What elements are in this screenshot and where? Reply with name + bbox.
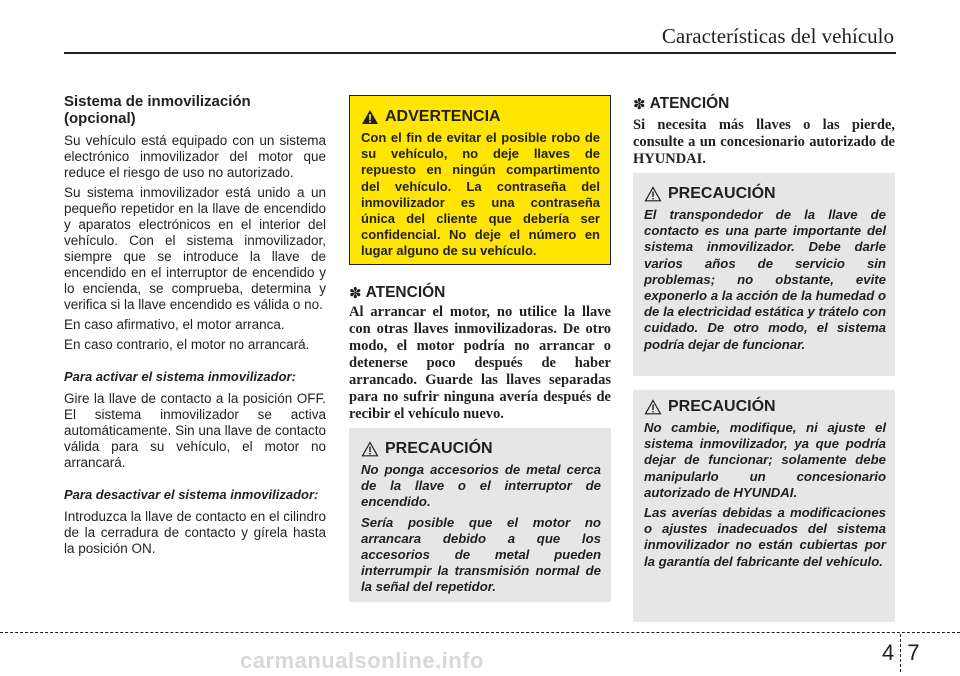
paragraph-1: Su vehículo está equipado con un sistema electrónico inmovilizador del motor que reduce el riesgo de uso no autorizado. bbox=[64, 133, 326, 180]
header-divider bbox=[64, 52, 896, 54]
watermark: carmanualsonline.info bbox=[240, 648, 484, 673]
attention-title-row bbox=[349, 284, 611, 302]
caution-text bbox=[644, 420, 886, 570]
caution-paragraph-2: Las averías debidas a modificaciones o ajustes inadecuados del sistema inmovilizador no están cubiertas por la garantía del fabricante del vehículo. bbox=[644, 505, 886, 569]
attention-title: ATENCIÓN bbox=[365, 284, 446, 301]
caution-triangle-icon bbox=[361, 441, 379, 457]
warning-box bbox=[349, 95, 611, 265]
attention-title: ATENCIÓN bbox=[649, 95, 730, 112]
section-title: Características del vehículo bbox=[661, 24, 894, 48]
star-icon: ✽ bbox=[633, 96, 646, 113]
warning-text: Con el fin de evitar el posible robo de su vehículo, no deje llaves de repuesto en ningún compartimento del vehículo. La contraseña del inmovilizador es una contraseña única del cliente que debería ser confidencial. No deje el número en lugar alguno de su vehículo. bbox=[361, 130, 600, 259]
page-number bbox=[882, 634, 920, 672]
caution-paragraph-1: No ponga accesorios de metal cerca de la llave o el interruptor de encendido. bbox=[361, 462, 601, 510]
caution-box-middle bbox=[349, 428, 611, 602]
chapter-number: 4 bbox=[882, 640, 895, 665]
warning-title: ADVERTENCIA bbox=[385, 108, 501, 125]
deactivate-subheading: Para desactivar el sistema inmovilizador: bbox=[64, 487, 319, 502]
attention-title-row bbox=[633, 95, 895, 113]
caution-triangle-icon bbox=[644, 399, 662, 415]
caution-text: El transpondedor de la llave de contacto es una parte importante del sistema inmovilizador. Debe darle varios años de servicio sin problemas; no obstante, evite exponerlo a la acción de la humedad o de la electricidad estática y trátelo con cuidado. De otro modo, el sistema podría dejar de funcionar. bbox=[644, 207, 886, 352]
immobilizer-section bbox=[64, 93, 326, 561]
attention-note-middle bbox=[349, 284, 611, 423]
caution-title-row bbox=[644, 185, 886, 203]
caution-title: PRECAUCIÓN bbox=[668, 185, 776, 202]
attention-text: Si necesita más llaves o las pierde, consulte a un concesionario autorizado de HYUNDAI. bbox=[633, 117, 895, 167]
footer-divider bbox=[0, 632, 960, 633]
paragraph-2: Su sistema inmovilizador está unido a un pequeño repetidor en la llave de encendido y aparatos electrónicos en el interior del vehículo. Con el sistema inmovilizador, siempre que se introduce la llave de encendido en el interruptor de encendido y lo encienda, se comprueba, determina y verifica si la llave encendido es válida o no. bbox=[64, 185, 326, 312]
attention-text: Al arrancar el motor, no utilice la llave con otras llaves inmovilizadoras. De otro modo, el motor podría no arrancar o detenerse poco después de haber arrancado. Guarde las llaves separadas para no sufrir ninguna avería después de recibir el vehículo nuevo. bbox=[349, 304, 611, 422]
caution-triangle-icon bbox=[644, 186, 662, 202]
caution-box-modification bbox=[633, 390, 895, 622]
caution-title: PRECAUCIÓN bbox=[668, 398, 776, 415]
star-icon: ✽ bbox=[349, 285, 362, 302]
warning-triangle-icon bbox=[361, 109, 379, 125]
immobilizer-heading: Sistema de inmovilización (opcional) bbox=[64, 93, 251, 127]
page-index: 7 bbox=[907, 640, 920, 665]
caution-title-row bbox=[644, 398, 886, 416]
caution-box-transponder bbox=[633, 173, 895, 376]
caution-text bbox=[361, 462, 601, 596]
activate-text: Gire la llave de contacto a la posición OFF. El sistema inmovilizador se activa automáticamente. Sin una llave de contacto válida para su vehículo, el motor no arrancará. bbox=[64, 391, 326, 470]
paragraph-3: En caso afirmativo, el motor arranca. bbox=[64, 317, 285, 332]
attention-note-right bbox=[633, 95, 895, 168]
deactivate-text: Introduzca la llave de contacto en el cilindro de la cerradura de contacto y gírela hasta la posición ON. bbox=[64, 509, 326, 556]
activate-subheading: Para activar el sistema inmovilizador: bbox=[64, 369, 296, 384]
paragraph-4: En caso contrario, el motor no arrancará. bbox=[64, 337, 310, 352]
page-number-divider bbox=[900, 634, 901, 672]
caution-paragraph-1: No cambie, modifique, ni ajuste el sistema inmovilizador, ya que podría dejar de funcionar; solamente debe manipularlo un concesionario autorizado de HYUNDAI. bbox=[644, 420, 886, 500]
caution-title-row bbox=[361, 440, 601, 458]
caution-paragraph-2: Sería posible que el motor no arrancara debido a que los accesorios de metal pueden interrumpir la transmisión normal de la señal del repetidor. bbox=[361, 514, 601, 595]
warning-title-row bbox=[361, 108, 600, 126]
caution-title: PRECAUCIÓN bbox=[385, 440, 493, 457]
